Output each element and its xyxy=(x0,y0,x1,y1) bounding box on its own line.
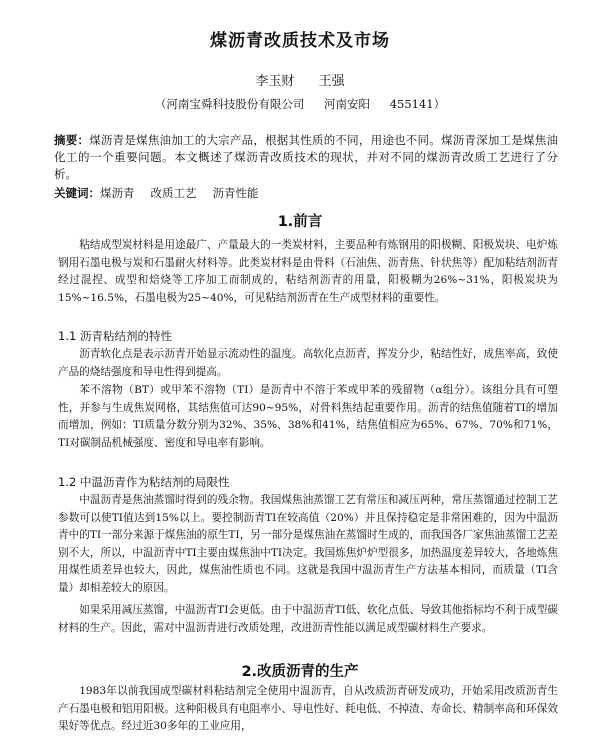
body-paragraph: 中温沥青是焦油蒸馏时得到的残余物。我国煤焦油蒸馏工艺有常压和减压两种，常压蒸馏通过控制工艺参数可以使TI值达到15%以上。要控制沥青TI在较高值（20%）并且保持稳定是非常困难的，因为中温沥青中的TI一部分来源于煤焦油的原生TI，另一部分是煤焦油在蒸馏时生成的，而我国各厂家焦油蒸馏工艺差别不大，所以，中温沥青中TI主要由煤焦油中TI决定。我国炼焦炉炉型很多，加热温度差异较大，各地炼焦用煤性质差异也较大，因此，煤焦油性质也不同。这就是我国中温沥青生产方法基本相同，而质量（TI含量）却相差较大的原因。 xyxy=(58,494,558,594)
section-heading-intro: 1.前言 xyxy=(277,214,323,230)
affiliation-line xyxy=(0,96,600,112)
author-name: 王强 xyxy=(318,74,345,89)
affiliation-postcode: 455141） xyxy=(389,97,446,111)
keywords-label: 关键词： xyxy=(54,186,100,200)
subsection-heading: 1.2 中温沥青作为粘结剂的局限性 xyxy=(58,475,230,489)
body-paragraph: 粘结成型炭材料是用途最广、产量最大的一类炭材料，主要品种有炼钢用的阳极糊、阳极炭块、电炉炼钢用石墨电极与炭和石墨耐火材料等。此类炭材料是由骨料（石油焦、沥青焦、针状焦等）配加粘结剂沥青经过混捏、成型和焙烧等工序加工而制成的，粘结剂沥青的用量，阳极糊为26%~31%，阳极炭块为15%~16.5%，石墨电极为25~40%，可见粘结剂沥青在生产成型材料的重要性。 xyxy=(58,239,558,304)
body-paragraph: 1983年以前我国成型碳材料粘结剂完全使用中温沥青，自从改质沥青研发成功，开始采用改质沥青生产石墨电极和铝用阳极。这种阳极具有电阻率小、导电性好、耗电低、不掉渣、寿命长、精制率高和环保效果好等优点。经过近30多年的工业应用， xyxy=(58,685,558,733)
paper-title: 煤沥青改质技术及市场 xyxy=(210,31,390,51)
author-name: 李玉财 xyxy=(255,74,295,89)
author-line xyxy=(0,70,600,89)
body-paragraph: 苯不溶物（BT）或甲苯不溶物（TI）是沥青中不溶于苯或甲苯的残留物（α组分）。该组分具有可塑性，并参与生成焦炭网格，其结焦值可达90~95%，对骨料焦结起重要作用。沥青的结焦值随着TI的增加而增加，例如：TI质量分数分别为32%、35%、38%和41%，结焦值相应为65%、67%、70%和71%，TI对碳制品机械强度、密度和导电率有影响。 xyxy=(58,384,558,449)
body-paragraph: 如果采用减压蒸馏，中温沥青TI会更低。由于中温沥青TI低、软化点低、导致其他指标均不利于成型碳材料的生产。因此，需对中温沥青进行改质处理，改进沥青性能以满足成型碳材料生产要求。 xyxy=(58,604,558,634)
keyword: 改质工艺 xyxy=(150,186,197,200)
affiliation-org: （河南宝舜科技股份有限公司 xyxy=(154,97,305,111)
abstract xyxy=(54,132,558,183)
affiliation-location: 河南安阳 xyxy=(324,97,371,111)
keywords xyxy=(54,185,558,202)
section-heading-production: 2.改质沥青的生产 xyxy=(241,664,359,680)
abstract-text: 煤沥青是煤焦油加工的大宗产品，根据其性质的不同，用途也不同。煤沥青深加工是煤焦油化工的一个重要问题。本文概述了煤沥青改质技术的现状，并对不同的煤沥青改质工艺进行了分析。 xyxy=(54,133,559,181)
subsection-heading: 1.1 沥青粘结剂的特性 xyxy=(58,329,172,343)
abstract-label: 摘要： xyxy=(54,133,90,147)
keyword: 沥青性能 xyxy=(212,186,259,200)
keyword: 煤沥青 xyxy=(100,186,135,200)
body-paragraph: 沥青软化点是表示沥青开始显示流动性的温度。高软化点沥青，挥发分少，粘结性好，成焦率高，致使产品的烧结强度和导电性得到提高。 xyxy=(58,348,558,378)
